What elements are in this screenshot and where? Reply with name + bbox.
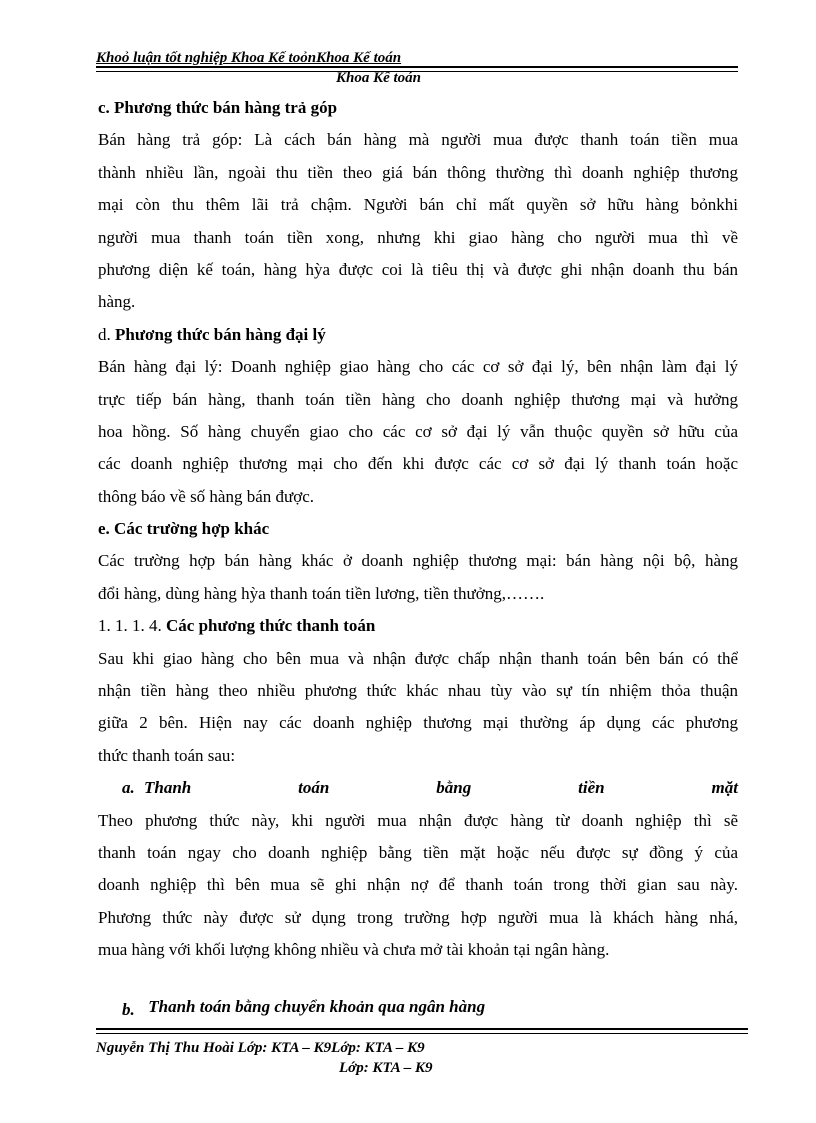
paragraph-line: Các trường hợp bán hàng khác ở doanh nghiệp thương mại: bán hàng nội bộ, hàng <box>98 551 738 571</box>
paragraph-line: Theo phương thức này, khi người mua nhận được hàng từ doanh nghiệp thì sẽ <box>98 810 738 830</box>
paragraph-line: giữa 2 bên. Hiện nay các doanh nghiệp thương mại thường áp dụng các phương <box>98 713 738 733</box>
section-1114-heading <box>98 610 738 642</box>
paragraph-line: Phương thức này được sử dụng trong trường hợp người mua là khách hàng nhá, <box>98 907 738 927</box>
section-d-title: Phương thức bán hàng đại lý <box>115 324 326 344</box>
section-e-heading: e. Các trường hợp khác <box>98 519 270 539</box>
paragraph-line: doanh nghiệp thì bên mua sẽ ghi nhận nợ để thanh toán trong thời gian sau này. <box>98 875 738 895</box>
header-rule <box>96 66 738 72</box>
spacer <box>98 967 738 991</box>
section-c-heading: c. Phương thức bán hàng trả góp <box>98 98 338 117</box>
footer-rule <box>96 1028 748 1034</box>
paragraph-line: thành nhiều lần, ngoài thu tiền theo giá bán thông thường thì doanh nghiệp thương <box>98 162 738 182</box>
footer-class: Lớp: KTA – K9 <box>339 1060 433 1076</box>
section-d-heading <box>98 319 738 351</box>
subsection-b-letter: b. <box>122 999 135 1019</box>
paragraph-line: trực tiếp bán hàng, thanh toán tiền hàng cho doanh nghiệp thương mại và hưởng <box>98 389 738 409</box>
paragraph-line: Bán hàng trả góp: Là cách bán hàng mà người mua được thanh toán tiền mua <box>98 130 738 150</box>
paragraph-line: Bán hàng đại lý: Doanh nghiệp giao hàng cho các cơ sở đại lý, bên nhận làm đại lý <box>98 357 738 377</box>
paragraph-line: nhận tiền hàng theo nhiều phương thức khác nhau tùy vào sự tín nhiệm thỏa thuận <box>98 681 738 701</box>
paragraph-line: mua hàng với khối lượng không nhiều và chưa mở tài khoản tại ngân hàng. <box>98 940 610 960</box>
document-body <box>98 92 738 1023</box>
subsection-a-word: tiền <box>578 778 605 798</box>
subsection-a-word: bằng <box>436 778 472 798</box>
paragraph-line: thông báo về số hàng bán được. <box>98 486 315 506</box>
paragraph-line: hàng. <box>98 292 136 312</box>
subsection-b-title: Thanh toán bằng chuyển khoản qua ngân hàng <box>148 996 486 1016</box>
paragraph-line: đổi hàng, dùng hàng hỳa thanh toán tiền lương, tiền thưởng,……. <box>98 583 545 603</box>
section-1114-number: 1. 1. 1. 4. <box>98 616 162 636</box>
paragraph-line: người mua thanh toán tiền xong, nhưng khi giao hàng cho người mua thì về <box>98 227 738 247</box>
subsection-a-word: toán <box>298 778 330 798</box>
paragraph-line: các doanh nghiệp thương mại cho đến khi được các cơ sở đại lý thanh toán hoặc <box>98 454 738 474</box>
subsection-a-heading <box>98 772 738 804</box>
subsection-a-word: mặt <box>711 778 738 798</box>
section-d-prefix: d. <box>98 324 111 344</box>
subsection-a-word: Thanh <box>144 778 192 798</box>
paragraph-line: thanh toán ngay cho doanh nghiệp bằng tiền mặt hoặc nếu được sự đồng ý của <box>98 842 738 862</box>
paragraph-line: thức thanh toán sau: <box>98 745 236 765</box>
header-subtitle: Khoa Kế toán <box>336 70 422 86</box>
paragraph-line: hoa hồng. Số hàng chuyển giao cho các cơ sở đại lý vẫn thuộc quyền sở hữu của <box>98 421 738 441</box>
paragraph-line: phương diện kế toán, hàng hỳa được coi là tiêu thị và được ghi nhận doanh thu bán <box>98 259 738 279</box>
section-1114-title: Các phương thức thanh toán <box>166 616 376 636</box>
paragraph-line: Sau khi giao hàng cho bên mua và nhận được chấp nhận thanh toán bên bán có thể <box>98 648 738 668</box>
subsection-b-heading <box>98 991 738 1023</box>
subsection-a-letter: a. <box>122 778 135 798</box>
paragraph-line: mại còn thu thêm lãi trả chậm. Người bán chỉ mất quyền sở hữu hàng bỏnkhi <box>98 195 738 215</box>
header-title: Khoỏ luận tốt nghiệp Khoa Kế toỏnKhoa Kế toán <box>96 50 402 66</box>
page-header <box>96 48 738 88</box>
page-footer <box>96 1028 748 1078</box>
footer-author: Nguyễn Thị Thu Hoài Lớp: KTA – K9Lớp: KTA – K9 <box>96 1040 425 1056</box>
